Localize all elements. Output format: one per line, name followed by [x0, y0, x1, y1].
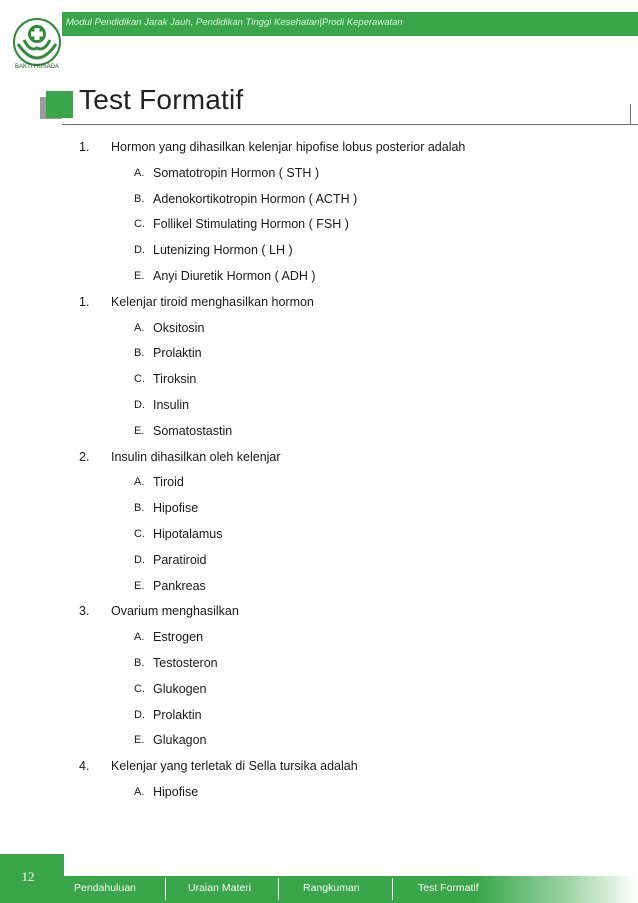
option-text: Glukogen	[153, 681, 207, 696]
option-letter: A.	[134, 476, 145, 489]
option-letter: A.	[134, 166, 145, 179]
option-letter: A.	[134, 321, 145, 334]
page-number: 12	[21, 869, 35, 884]
header-text: Modul Pendidikan Jarak Jauh, Pendidikan Tinggi Kesehatan|Prodi Keperawatan	[66, 17, 403, 28]
option-text: Hipotalamus	[153, 527, 223, 541]
option-text: Anyi Diuretik Hormon ( ADH )	[153, 269, 316, 283]
question-text: Hormon yang dihasilkan kelenjar hipofise lobus posterior adalah	[111, 140, 466, 154]
option-letter: D.	[134, 399, 145, 411]
option-letter: C.	[134, 373, 145, 386]
question-number: 2.	[79, 449, 90, 464]
option-text: Adenokortikotropin Hormon ( ACTH )	[153, 191, 358, 206]
option-text: Glukagon	[153, 733, 207, 748]
title-underline	[62, 124, 638, 125]
nav-separator	[278, 878, 279, 900]
option-text: Lutenizing Hormon ( LH )	[153, 243, 293, 258]
option-letter: E.	[134, 424, 145, 437]
question-text: Kelenjar tiroid menghasilkan hormon	[111, 294, 314, 309]
option-letter: D.	[134, 244, 145, 257]
nav-separator	[165, 878, 166, 900]
option-text: Hipofise	[153, 501, 199, 516]
option-letter: A.	[134, 786, 145, 798]
option-letter: E.	[134, 734, 145, 747]
option-text: Estrogen	[153, 630, 204, 645]
option-letter: B.	[134, 502, 145, 515]
option-letter: B.	[134, 192, 145, 205]
question-text: Ovarium menghasilkan	[111, 604, 239, 619]
option-letter: E.	[134, 579, 145, 592]
question-text: Insulin dihasilkan oleh kelenjar	[111, 449, 281, 464]
question-number: 3.	[79, 604, 90, 619]
option-text: Prolaktin	[153, 707, 202, 722]
nav-rangkuman[interactable]: Rangkuman	[303, 882, 360, 894]
nav-uraian-materi[interactable]: Uraian Materi	[188, 882, 252, 894]
title-block-accent	[46, 91, 73, 118]
option-letter: D.	[134, 553, 145, 566]
option-letter: E.	[134, 270, 145, 282]
nav-separator	[392, 878, 393, 900]
nav-test-formatif[interactable]: Test Formatif	[418, 882, 479, 894]
option-letter: B.	[134, 657, 145, 669]
option-text: Insulin	[153, 398, 190, 412]
bakti-husada-logo	[12, 12, 62, 80]
option-text: Paratiroid	[153, 552, 207, 567]
option-text: Tiroksin	[153, 372, 197, 387]
option-text: Prolaktin	[153, 346, 202, 361]
option-text: Somatostastin	[153, 423, 233, 438]
option-letter: C.	[134, 682, 145, 695]
question-text: Kelenjar yang terletak di Sella tursika adalah	[111, 759, 358, 774]
option-letter: A.	[134, 631, 145, 644]
svg-text:BAKTI HUSADA: BAKTI HUSADA	[14, 64, 60, 70]
option-text: Somatotropin Hormon ( STH )	[153, 165, 320, 180]
question-number: 4.	[79, 759, 90, 774]
option-letter: B.	[134, 347, 145, 360]
option-letter: D.	[134, 708, 145, 721]
option-letter: C.	[134, 218, 145, 231]
option-letter: C.	[134, 528, 145, 540]
option-text: Pankreas	[153, 578, 206, 593]
option-text: Follikel Stimulating Hormon ( FSH )	[153, 217, 349, 232]
nav-pendahuluan[interactable]: Pendahuluan	[74, 882, 136, 894]
question-number: 1.	[79, 140, 90, 154]
option-text: Hipofise	[153, 785, 199, 799]
option-text: Oksitosin	[153, 320, 205, 335]
option-text: Tiroid	[153, 475, 184, 490]
page-title: Test Formatif	[79, 84, 244, 115]
title-rule-cap	[630, 104, 631, 125]
question-number: 1.	[79, 294, 90, 309]
option-text: Testosteron	[153, 656, 218, 670]
